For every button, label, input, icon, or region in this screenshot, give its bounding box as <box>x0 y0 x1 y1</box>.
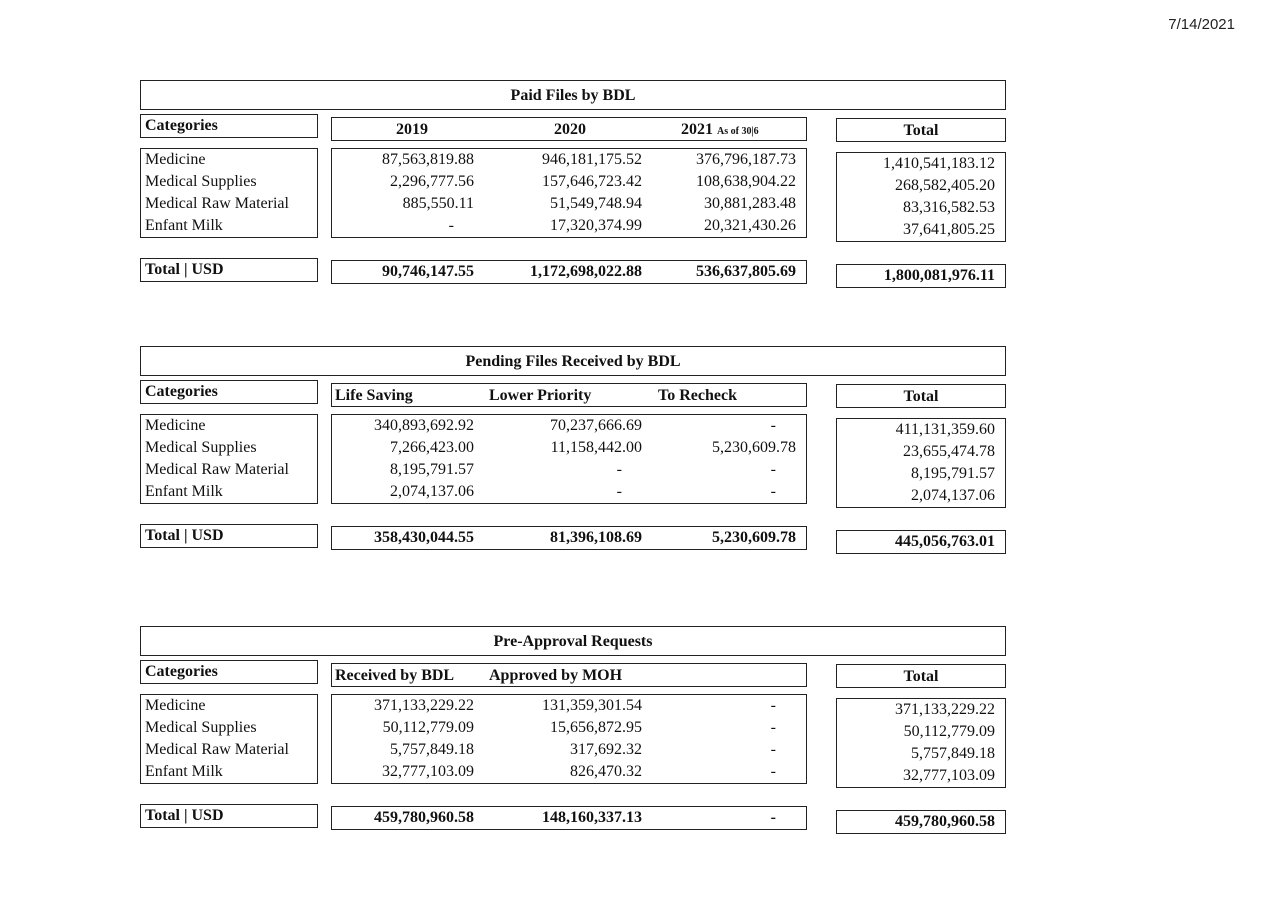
value-cell: 50,112,779.09 <box>382 719 474 736</box>
category-medicine: Medicine <box>145 417 206 434</box>
column-total: 81,396,108.69 <box>550 529 642 546</box>
column-total: 90,746,147.55 <box>382 263 474 280</box>
categories-header <box>140 660 318 684</box>
section-title: Pending Files Received by BDL <box>465 353 681 370</box>
categories-header <box>140 380 318 404</box>
value-cell: 7,266,423.00 <box>390 439 474 456</box>
column-total: 5,230,609.78 <box>712 529 796 546</box>
value-cell: 371,133,229.22 <box>374 697 474 714</box>
value-cell: - <box>770 483 776 500</box>
column-headers <box>331 117 807 141</box>
value-cell: - <box>770 741 776 758</box>
grand-total: 1,800,081,976.11 <box>883 267 995 284</box>
column-totals-box <box>331 806 807 830</box>
total-header <box>836 664 1006 688</box>
section-title-box <box>140 346 1006 376</box>
value-cell: 2,296,777.56 <box>390 173 474 190</box>
value-cell: 340,893,692.92 <box>374 417 474 434</box>
value-cell: 32,777,103.09 <box>382 763 474 780</box>
total-usd-label: Total | USD <box>145 527 224 544</box>
total-usd-label-box <box>140 524 318 548</box>
categories-label: Categories <box>145 383 218 400</box>
total-header <box>836 118 1006 142</box>
pending-files-section <box>0 346 1280 566</box>
column-header-2021-note: As of 30|6 <box>717 126 759 137</box>
row-total: 411,131,359.60 <box>895 421 995 438</box>
category-enfant-milk: Enfant Milk <box>145 483 223 500</box>
column-header-approved-by-moh: Approved by MOH <box>489 667 623 684</box>
category-medical-raw-material: Medical Raw Material <box>145 741 289 758</box>
row-total: 32,777,103.09 <box>903 767 995 784</box>
value-cell: - <box>770 719 776 736</box>
total-label: Total <box>903 388 939 405</box>
value-cell: 20,321,430.26 <box>704 217 796 234</box>
total-usd-label-box <box>140 258 318 282</box>
value-cell: 317,692.32 <box>570 741 642 758</box>
column-total: 536,637,805.69 <box>696 263 796 280</box>
grand-total: 445,056,763.01 <box>895 533 995 550</box>
column-total: 148,160,337.13 <box>542 809 642 826</box>
value-cell: 826,470.32 <box>570 763 642 780</box>
column-header-2020: 2020 <box>554 121 586 138</box>
section-title-box <box>140 80 1006 110</box>
pre-approval-section <box>0 626 1280 846</box>
category-medical-supplies: Medical Supplies <box>145 439 257 456</box>
value-cell: 11,158,442.00 <box>550 439 642 456</box>
categories-label: Categories <box>145 117 218 134</box>
column-header-received-by-bdl: Received by BDL <box>335 667 455 684</box>
value-cell: - <box>616 483 622 500</box>
category-medicine: Medicine <box>145 151 206 168</box>
section-title-box <box>140 626 1006 656</box>
column-totals-box <box>331 260 807 284</box>
value-cell: 131,359,301.54 <box>542 697 642 714</box>
row-total: 83,316,582.53 <box>903 199 995 216</box>
category-medical-raw-material: Medical Raw Material <box>145 461 289 478</box>
column-header-to-recheck: To Recheck <box>658 387 737 404</box>
value-cell: 2,074,137.06 <box>390 483 474 500</box>
total-label: Total <box>903 122 939 139</box>
total-label: Total <box>903 668 939 685</box>
column-header-life-saving: Life Saving <box>335 387 413 404</box>
column-totals-box <box>331 526 807 550</box>
row-totals-box <box>836 418 1006 508</box>
row-total: 5,757,849.18 <box>911 745 995 762</box>
value-cell: 87,563,819.88 <box>382 151 474 168</box>
values-box <box>331 694 807 784</box>
column-header-lower-priority: Lower Priority <box>489 387 592 404</box>
category-enfant-milk: Enfant Milk <box>145 217 223 234</box>
row-total: 268,582,405.20 <box>895 177 995 194</box>
category-list <box>140 414 318 504</box>
value-cell: 70,237,666.69 <box>550 417 642 434</box>
column-header-2021-year: 2021 <box>681 121 713 138</box>
row-total: 8,195,791.57 <box>911 465 995 482</box>
category-list <box>140 148 318 238</box>
category-list <box>140 694 318 784</box>
value-cell: 5,230,609.78 <box>712 439 796 456</box>
value-cell: 157,646,723.42 <box>542 173 642 190</box>
total-header <box>836 384 1006 408</box>
report-date: 7/14/2021 <box>1168 16 1235 33</box>
value-cell: 51,549,748.94 <box>550 195 642 212</box>
category-enfant-milk: Enfant Milk <box>145 763 223 780</box>
value-cell: - <box>770 461 776 478</box>
categories-label: Categories <box>145 663 218 680</box>
value-cell: 8,195,791.57 <box>390 461 474 478</box>
category-medical-supplies: Medical Supplies <box>145 719 257 736</box>
column-total: 358,430,044.55 <box>374 529 474 546</box>
value-cell: 885,550.11 <box>402 195 474 212</box>
row-totals-box <box>836 698 1006 788</box>
row-totals-box <box>836 152 1006 242</box>
column-total: 1,172,698,022.88 <box>530 263 642 280</box>
category-medical-supplies: Medical Supplies <box>145 173 257 190</box>
category-medical-raw-material: Medical Raw Material <box>145 195 289 212</box>
row-total: 50,112,779.09 <box>903 723 995 740</box>
column-header-2019: 2019 <box>396 121 428 138</box>
value-cell: 15,656,872.95 <box>550 719 642 736</box>
value-cell: 30,881,283.48 <box>704 195 796 212</box>
row-total: 371,133,229.22 <box>895 701 995 718</box>
grand-total-box <box>836 810 1006 834</box>
row-total: 23,655,474.78 <box>903 443 995 460</box>
value-cell: 376,796,187.73 <box>696 151 796 168</box>
value-cell: - <box>448 217 454 234</box>
row-total: 1,410,541,183.12 <box>883 155 995 172</box>
value-cell: 17,320,374.99 <box>550 217 642 234</box>
column-headers <box>331 663 807 687</box>
value-cell: - <box>770 763 776 780</box>
categories-header <box>140 114 318 138</box>
value-cell: 946,181,175.52 <box>542 151 642 168</box>
row-total: 37,641,805.25 <box>903 221 995 238</box>
values-box <box>331 148 807 238</box>
section-title: Pre-Approval Requests <box>493 633 653 650</box>
value-cell: - <box>770 417 776 434</box>
total-usd-label: Total | USD <box>145 807 224 824</box>
grand-total-box <box>836 530 1006 554</box>
column-total: - <box>770 809 776 826</box>
grand-total-box <box>836 264 1006 288</box>
paid-files-section <box>0 80 1280 300</box>
values-box <box>331 414 807 504</box>
value-cell: 5,757,849.18 <box>390 741 474 758</box>
column-headers <box>331 383 807 407</box>
section-title: Paid Files by BDL <box>510 87 636 104</box>
total-usd-label-box <box>140 804 318 828</box>
grand-total: 459,780,960.58 <box>895 813 995 830</box>
value-cell: - <box>770 697 776 714</box>
category-medicine: Medicine <box>145 697 206 714</box>
value-cell: - <box>616 461 622 478</box>
total-usd-label: Total | USD <box>145 261 224 278</box>
column-total: 459,780,960.58 <box>374 809 474 826</box>
column-header-2021 <box>681 121 759 139</box>
value-cell: 108,638,904.22 <box>696 173 796 190</box>
row-total: 2,074,137.06 <box>911 487 995 504</box>
